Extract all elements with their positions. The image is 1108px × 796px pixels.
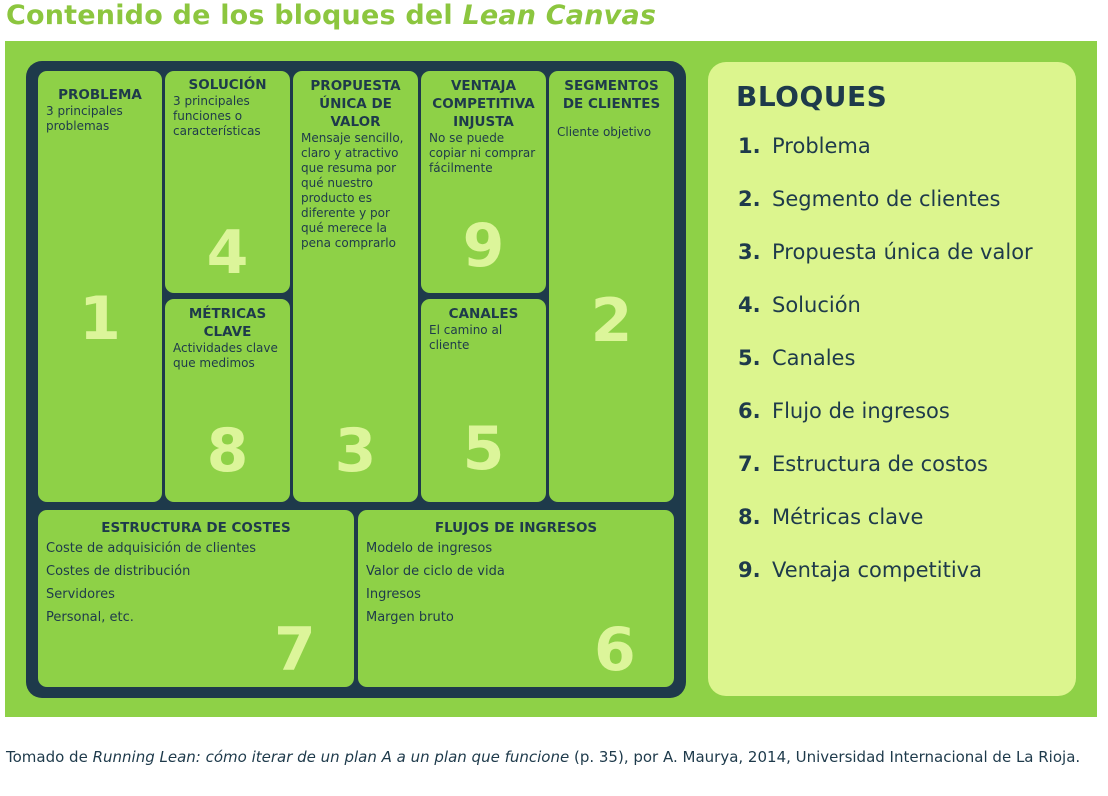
block-segmentos — [549, 71, 674, 502]
list-item: Costes de distribución — [46, 564, 191, 579]
block-number: 1 — [79, 284, 121, 354]
block-solucion — [165, 71, 290, 293]
source-caption — [6, 746, 1098, 768]
block-heading — [549, 77, 674, 113]
legend-item — [738, 452, 988, 476]
list-item: Modelo de ingresos — [366, 541, 493, 556]
list-item: Coste de adquisición de clientes — [46, 541, 257, 556]
legend-heading: BLOQUES — [736, 80, 888, 113]
legend-item — [738, 558, 982, 582]
block-text: El camino al cliente — [429, 323, 503, 352]
legend-item-label: Propuesta única de valor — [772, 240, 1033, 264]
block-ingresos — [358, 510, 674, 687]
block-heading: PROBLEMA — [58, 87, 142, 103]
block-number: 6 — [594, 615, 636, 685]
legend-item-number: 1. — [738, 134, 761, 158]
block-heading: ESTRUCTURA DE COSTES — [101, 520, 291, 536]
legend-item-label: Problema — [772, 134, 871, 158]
legend-item — [738, 505, 923, 529]
heading-line: ÚNICA DE — [319, 96, 392, 112]
legend-item — [738, 134, 871, 158]
heading-line: VENTAJA — [450, 78, 517, 94]
block-text: No se puede copiar ni comprar fácilmente — [429, 131, 536, 175]
block-canales — [421, 299, 546, 502]
block-heading: SOLUCIÓN — [188, 77, 267, 93]
legend-item-number: 2. — [738, 187, 761, 211]
heading-line: DE CLIENTES — [562, 96, 661, 112]
list-item: Ingresos — [366, 587, 421, 602]
heading-line: INJUSTA — [453, 114, 514, 130]
block-heading — [165, 305, 290, 341]
legend-item-label: Ventaja competitiva — [772, 558, 982, 582]
block-heading: CANALES — [448, 306, 519, 322]
block-text: Actividades clave que medimos — [173, 341, 278, 370]
list-item: Valor de ciclo de vida — [366, 564, 505, 579]
legend-item-label: Segmento de clientes — [772, 187, 1001, 211]
bloques-legend — [708, 62, 1076, 696]
legend-item-label: Canales — [772, 346, 856, 370]
legend-item-number: 4. — [738, 293, 761, 317]
block-heading: FLUJOS DE INGRESOS — [434, 520, 598, 536]
block-number: 7 — [274, 615, 316, 685]
legend-item-label: Estructura de costos — [772, 452, 988, 476]
legend-item-label: Métricas clave — [772, 505, 924, 529]
list-item: Margen bruto — [366, 610, 454, 625]
legend-item-number: 5. — [738, 346, 761, 370]
block-heading — [293, 77, 418, 131]
lean-canvas — [26, 61, 686, 698]
legend-item-number: 9. — [738, 558, 761, 582]
legend-item-label: Solución — [772, 293, 861, 317]
page-title — [6, 0, 656, 31]
legend-item-label: Flujo de ingresos — [772, 399, 950, 423]
list-item: Servidores — [46, 587, 115, 602]
block-number: 4 — [206, 218, 249, 288]
legend-item — [738, 346, 855, 370]
heading-line: VALOR — [330, 114, 381, 130]
legend-item — [738, 399, 950, 423]
caption-book-title: Running Lean: cómo iterar de un plan A a un plan que funcione — [92, 748, 570, 766]
caption-suffix: (p. 35), por A. Maurya, 2014, Universidad Internacional de La Rioja. — [569, 748, 1081, 766]
block-metricas — [165, 299, 290, 502]
legend-item-number: 7. — [738, 452, 761, 476]
caption-prefix: Tomado de — [6, 748, 93, 766]
block-text: Cliente objetivo — [557, 125, 652, 139]
block-heading — [421, 77, 546, 131]
legend-item — [738, 187, 1001, 211]
block-number: 5 — [462, 414, 505, 484]
block-ventaja — [421, 71, 546, 293]
block-text: 3 principales problemas — [46, 104, 123, 133]
block-number: 3 — [334, 416, 377, 486]
heading-line: COMPETITIVA — [432, 96, 535, 112]
list-item: Personal, etc. — [46, 610, 134, 625]
block-propuesta — [293, 71, 418, 502]
heading-line: CLAVE — [203, 324, 252, 340]
heading-line: PROPUESTA — [310, 78, 401, 94]
block-number: 9 — [462, 211, 505, 281]
block-text: 3 principales funciones o características — [173, 94, 261, 138]
legend-item-number: 3. — [738, 240, 761, 264]
block-costes — [38, 510, 354, 687]
title-italic: Lean Canvas — [462, 0, 657, 31]
legend-item — [738, 293, 861, 317]
heading-line: MÉTRICAS — [188, 306, 267, 322]
block-text: Mensaje sencillo, claro y atractivo que resuma por qué nuestro producto es diferente y por qué merece la pena comprarlo — [301, 131, 404, 250]
legend-item-number: 8. — [738, 505, 761, 529]
block-problema — [38, 71, 162, 502]
legend-item — [738, 240, 1033, 264]
title-text: Contenido de los bloques del — [6, 0, 463, 31]
block-number: 2 — [590, 286, 633, 356]
block-number: 8 — [206, 416, 249, 486]
legend-item-number: 6. — [738, 399, 761, 423]
heading-line: SEGMENTOS — [564, 78, 659, 94]
